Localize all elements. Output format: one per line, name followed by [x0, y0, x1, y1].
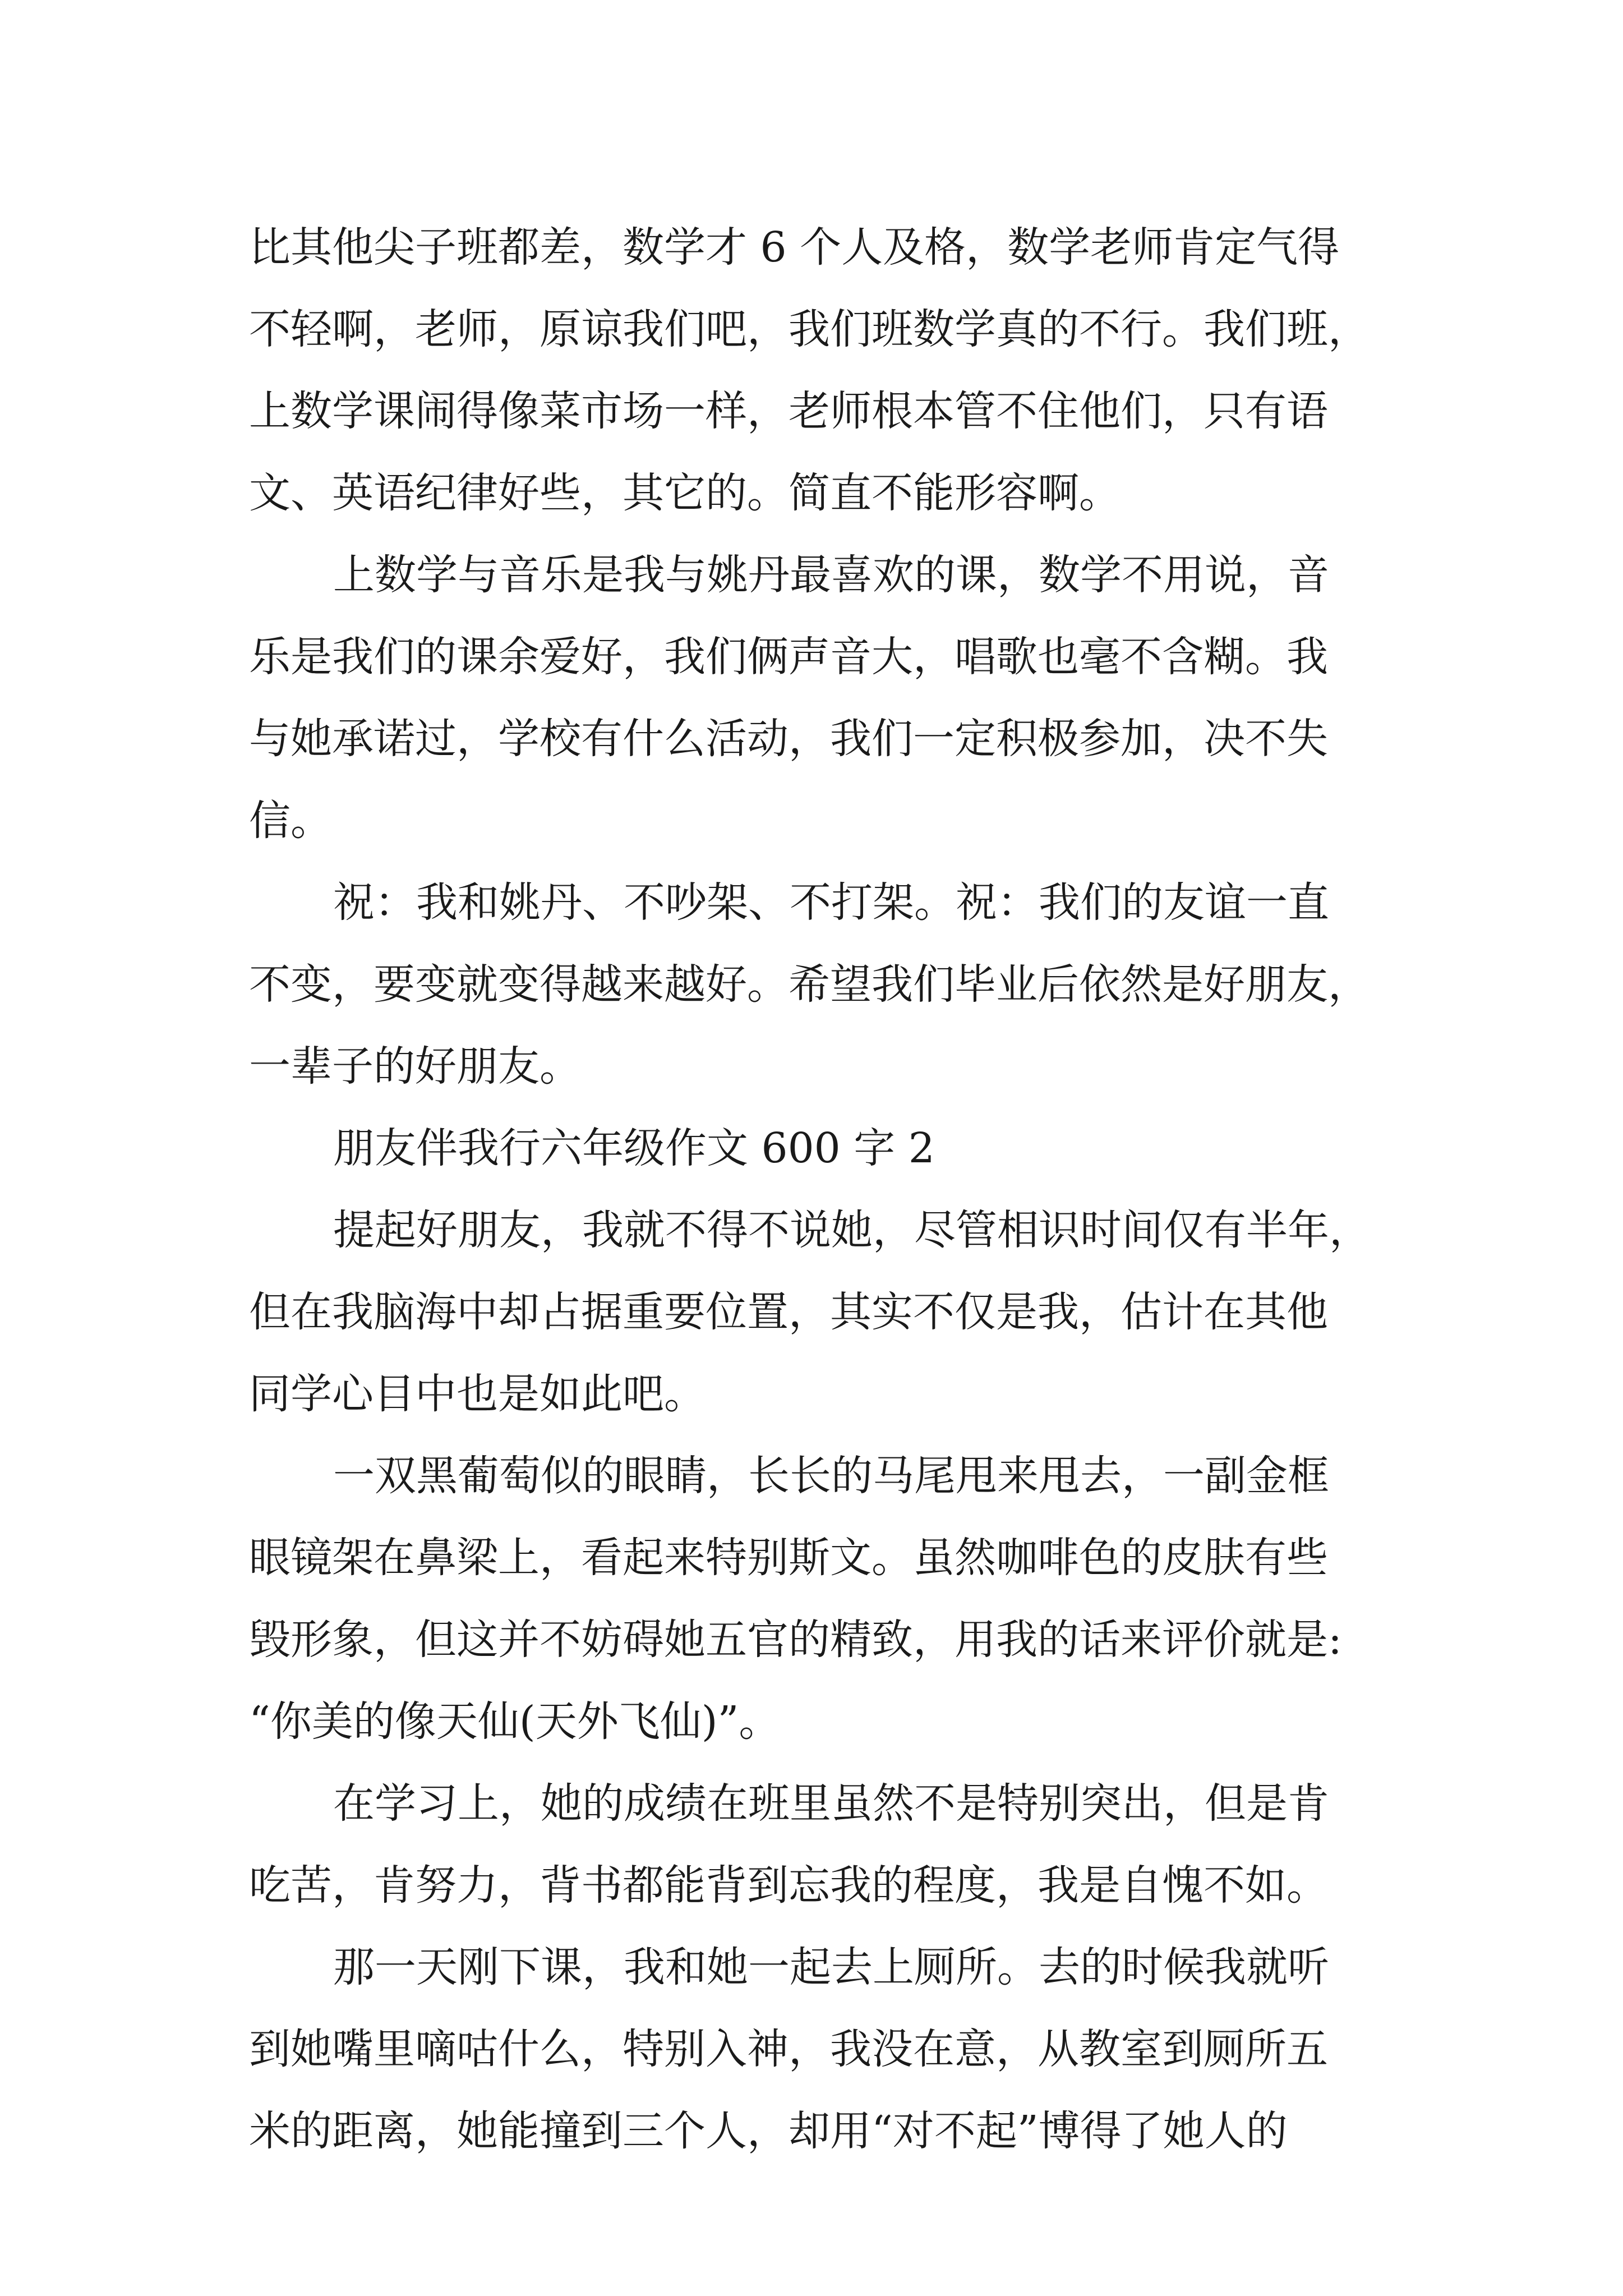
text-line: 不变，要变就变得越来越好。希望我们毕业后依然是好朋友， [249, 960, 1370, 1009]
paragraph-first-line: 提起好朋友，我就不得不说她，尽管相识时间仅有半年， [333, 1206, 1371, 1254]
text-line: 与她承诺过，学校有什么活动，我们一定积极参加，决不失 [249, 715, 1328, 763]
paragraph-first-line: 一双黑葡萄似的眼睛，长长的马尾甩来甩去，一副金框 [333, 1452, 1329, 1500]
text-line: 眼镜架在鼻梁上，看起来特别斯文。虽然咖啡色的皮肤有些 [249, 1534, 1328, 1582]
text-line: 但在我脑海中却占据重要位置，其实不仅是我，估计在其他 [249, 1288, 1328, 1336]
text-line: 不轻啊，老师，原谅我们吧，我们班数学真的不行。我们班， [249, 305, 1370, 353]
paragraph-first-line: 上数学与音乐是我与姚丹最喜欢的课，数学不用说，音 [333, 551, 1329, 599]
text-line: 米的距离，她能撞到三个人，却用“对不起”博得了她人的 [249, 2107, 1288, 2155]
text-line: 到她嘴里嘀咕什么，特别入神，我没在意，从教室到厕所五 [249, 2025, 1328, 2073]
text-line: 吃苦，肯努力，背书都能背到忘我的程度，我是自愧不如。 [249, 1861, 1328, 1910]
text-line: 文、英语纪律好些，其它的。简直不能形容啊。 [249, 469, 1121, 517]
paragraph-first-line: 祝：我和姚丹、不吵架、不打架。祝：我们的友谊一直 [333, 878, 1329, 927]
text-line: 乐是我们的课余爱好，我们俩声音大，唱歌也毫不含糊。我 [249, 633, 1328, 681]
paragraph-first-line: 在学习上，她的成绩在班里虽然不是特别突出，但是肯 [333, 1779, 1329, 1828]
text-line: “你美的像天仙(天外飞仙)”。 [249, 1697, 781, 1746]
paragraph-first-line: 那一天刚下课，我和她一起去上厕所。去的时候我就听 [333, 1943, 1329, 1991]
section-heading: 朋友伴我行六年级作文 600 字 2 [333, 1124, 935, 1172]
text-line: 上数学课闹得像菜市场一样，老师根本管不住他们，只有语 [249, 387, 1328, 435]
text-line: 一辈子的好朋友。 [249, 1042, 581, 1091]
text-line: 同学心目中也是如此吧。 [249, 1370, 706, 1418]
text-line: 毁形象，但这并不妨碍她五官的精致，用我的话来评价就是: [249, 1616, 1342, 1664]
text-line: 信。 [249, 797, 332, 845]
text-line: 比其他尖子班都差，数学才 6 个人及格，数学老师肯定气得 [249, 223, 1340, 272]
document-body [249, 206, 1376, 2172]
